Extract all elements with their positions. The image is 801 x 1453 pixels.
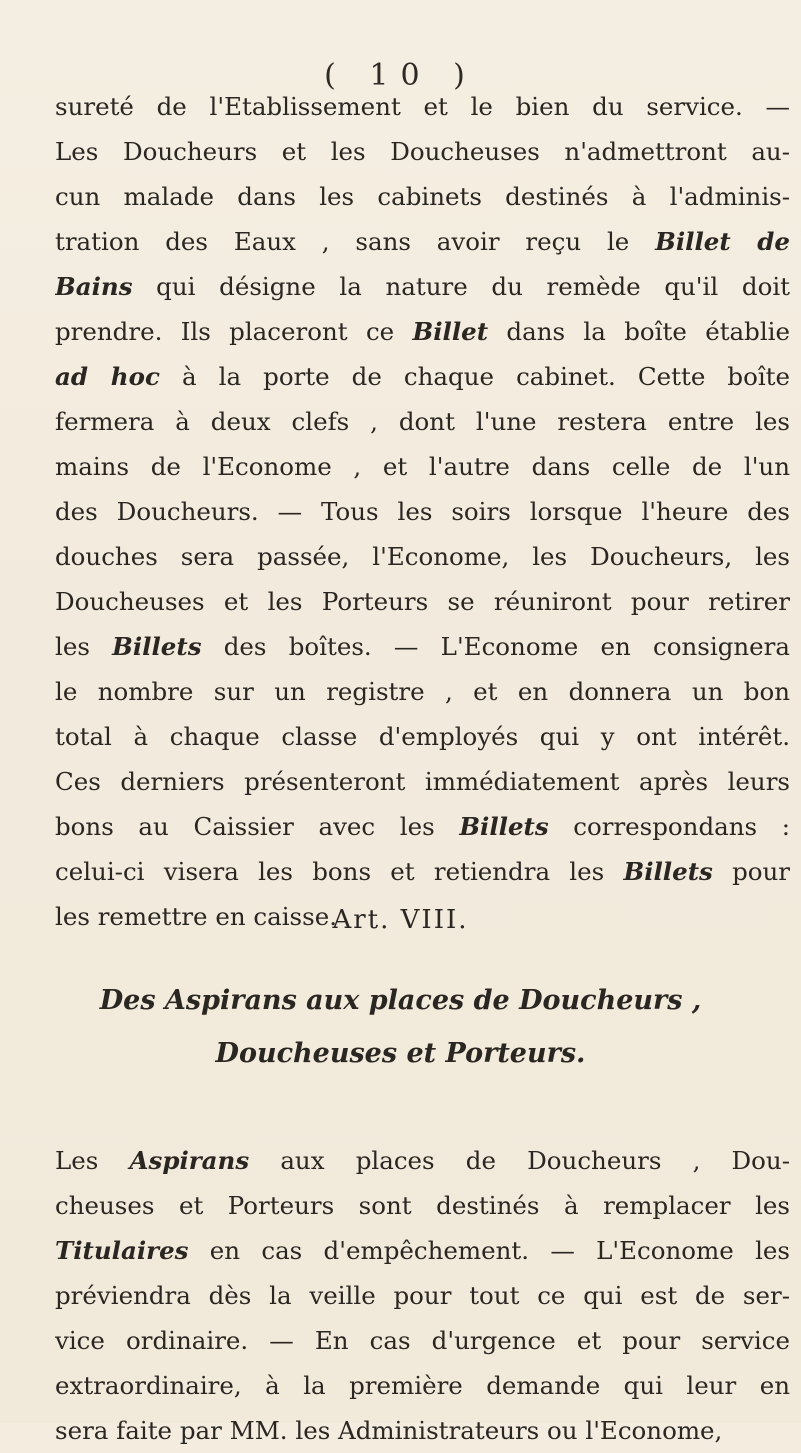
text-line xyxy=(55,1138,790,1183)
text-run: Ces derniers présenteront immédiatement après leurs xyxy=(55,767,790,796)
section-heading-line-2: Doucheuses et Porteurs. xyxy=(215,1038,586,1069)
text-run: prendre. Ils placeront ce xyxy=(55,317,413,346)
text-line xyxy=(55,129,790,174)
text-run: cheuses et Porteurs sont destinés à remplacer les xyxy=(55,1191,790,1220)
text-line xyxy=(55,1183,790,1228)
page-number: ( 10 ) xyxy=(324,58,477,93)
text-run: des Doucheurs. — Tous les soirs lorsque l'heure des xyxy=(55,497,790,526)
italic-term: ad hoc xyxy=(55,362,160,391)
text-line xyxy=(55,534,790,579)
text-run: bons au Caissier avec les xyxy=(55,812,460,841)
article-label: Art. VIII. xyxy=(332,905,469,935)
text-line xyxy=(55,804,790,849)
text-run: total à chaque classe d'employés qui y ont intérêt. xyxy=(55,722,790,751)
text-line xyxy=(55,489,790,534)
text-run: dans la boîte établie xyxy=(488,317,790,346)
text-run: le nombre sur un registre , et en donnera un bon xyxy=(55,677,790,706)
paragraph-1 xyxy=(55,84,790,939)
text-run: correspondans : xyxy=(548,812,790,841)
text-line xyxy=(55,714,790,759)
text-line xyxy=(55,1273,790,1318)
text-line xyxy=(55,849,790,894)
text-run: Doucheuses et les Porteurs se réuniront pour retirer xyxy=(55,587,790,616)
text-run: extraordinaire, à la première demande qui leur en xyxy=(55,1371,790,1400)
italic-term: Billet de xyxy=(655,227,790,256)
text-line xyxy=(55,174,790,219)
text-run: préviendra dès la veille pour tout ce qui est de ser- xyxy=(55,1281,790,1310)
text-run: sureté de l'Etablissement et le bien du service. — xyxy=(55,92,790,121)
italic-term: Billets xyxy=(623,857,713,886)
text-run: aux places de Doucheurs , Dou- xyxy=(249,1146,790,1175)
italic-term: Billets xyxy=(459,812,549,841)
text-line xyxy=(55,309,790,354)
text-line xyxy=(55,1318,790,1363)
text-run: vice ordinaire. — En cas d'urgence et pour service xyxy=(55,1326,790,1355)
text-line xyxy=(55,669,790,714)
text-line xyxy=(55,579,790,624)
paragraph-2 xyxy=(55,1138,790,1453)
text-line xyxy=(55,1363,790,1408)
text-run: celui-ci visera les bons et retiendra les xyxy=(55,857,624,886)
italic-term: Aspirans xyxy=(129,1146,250,1175)
text-run: Les Doucheurs et les Doucheuses n'admettront au- xyxy=(55,137,790,166)
text-run: qui désigne la nature du remède qu'il doit xyxy=(132,272,790,301)
text-run: mains de l'Econome , et l'autre dans celle de l'un xyxy=(55,452,790,481)
text-run: en cas d'empêchement. — L'Econome les xyxy=(188,1236,790,1265)
section-heading-line-1: Des Aspirans aux places de Doucheurs , xyxy=(99,985,702,1016)
text-run: pour xyxy=(712,857,790,886)
text-line xyxy=(55,354,790,399)
text-line xyxy=(55,399,790,444)
text-run: fermera à deux clefs , dont l'une restera entre les xyxy=(55,407,790,436)
text-run: à la porte de chaque cabinet. Cette boîte xyxy=(159,362,790,391)
text-run: Les xyxy=(55,1146,130,1175)
text-line xyxy=(55,219,790,264)
italic-term: Bains xyxy=(55,272,133,301)
italic-term: Billets xyxy=(112,632,202,661)
text-run: tration des Eaux , sans avoir reçu le xyxy=(55,227,656,256)
text-run: cun malade dans les cabinets destinés à l'adminis- xyxy=(55,182,790,211)
text-run: sera faite par MM. les Administrateurs ou l'Econome, xyxy=(55,1416,723,1445)
text-run: des boîtes. — L'Econome en consignera xyxy=(201,632,790,661)
text-run: douches sera passée, l'Econome, les Doucheurs, les xyxy=(55,542,790,571)
text-line xyxy=(55,264,790,309)
text-line xyxy=(55,1408,790,1453)
text-line xyxy=(55,1228,790,1273)
text-line xyxy=(55,624,790,669)
text-run: les xyxy=(55,632,113,661)
italic-term: Titulaires xyxy=(55,1236,189,1265)
text-run: les remettre en caisse. xyxy=(55,902,337,931)
italic-term: Billet xyxy=(412,317,489,346)
text-line xyxy=(55,759,790,804)
text-line xyxy=(55,444,790,489)
text-line xyxy=(55,84,790,129)
